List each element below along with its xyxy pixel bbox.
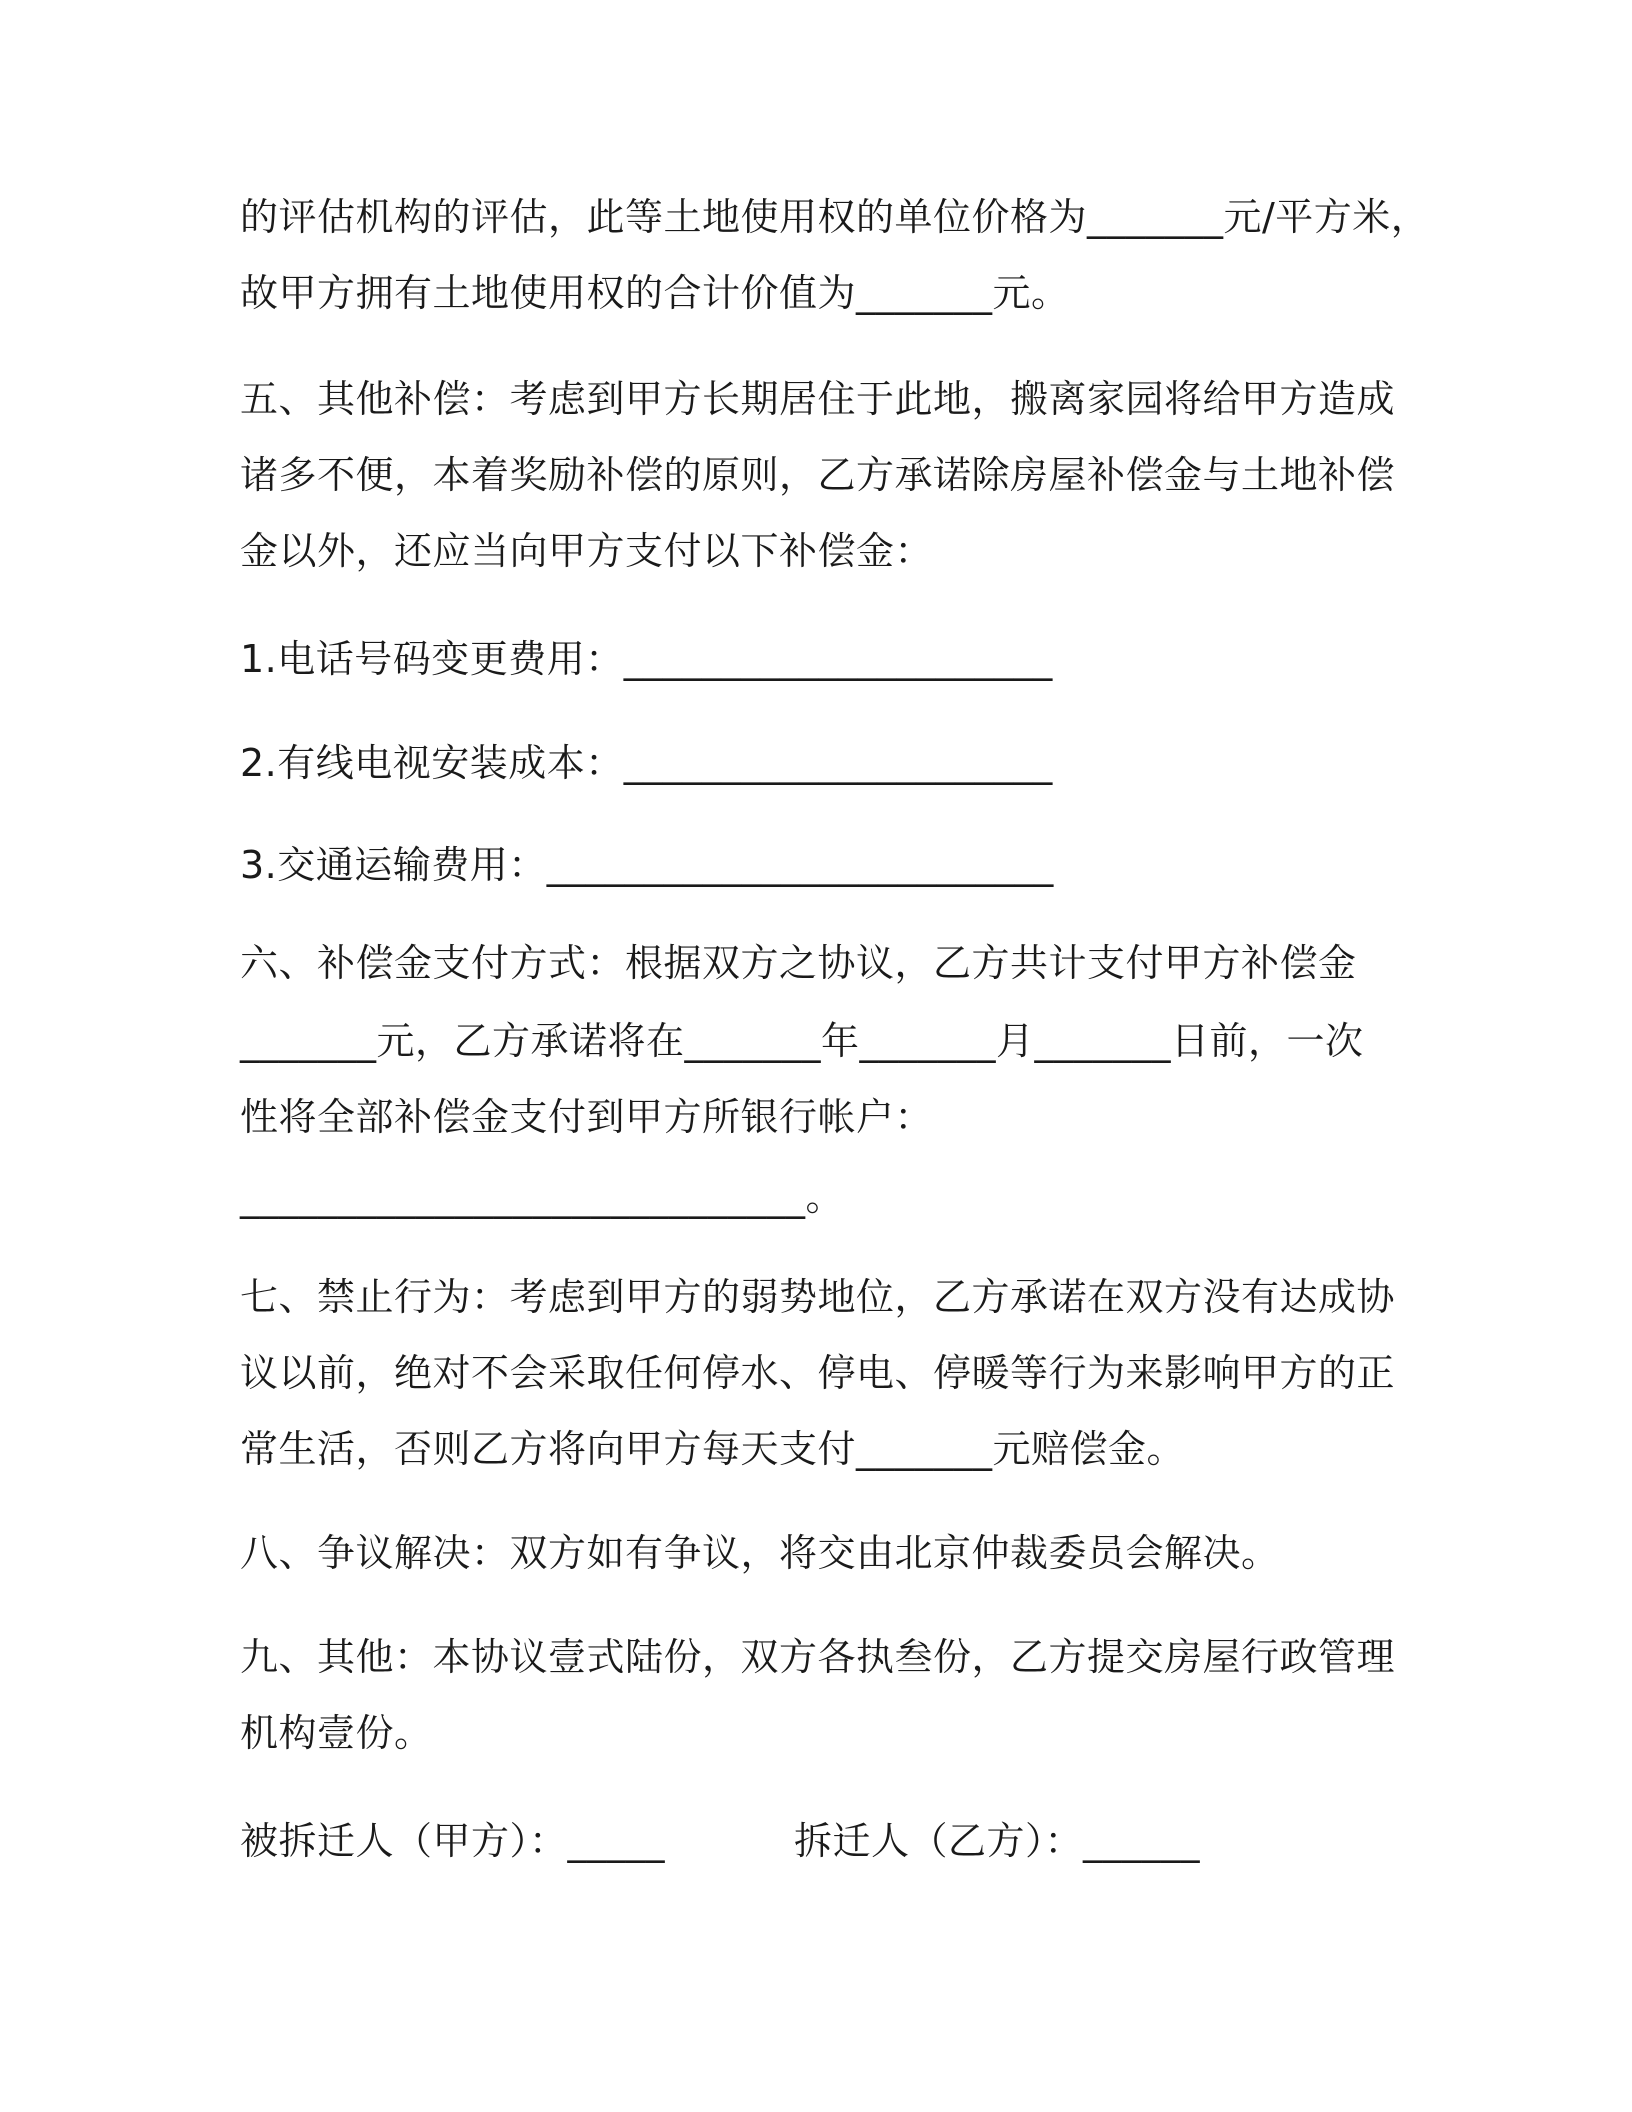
section-8-line: 八、争议解决：双方如有争议，将交由北京仲裁委员会解决。: [240, 1531, 1280, 1575]
section-6-line-2: _______元，乙方承诺将在_______年_______月_______日前，一次: [240, 1019, 1364, 1063]
section-6-line-1: 六、补偿金支付方式：根据双方之协议，乙方共计支付甲方补偿金: [240, 941, 1357, 985]
land-price-line-2: 故甲方拥有土地使用权的合计价值为_______元。: [240, 271, 1070, 315]
section-5-line-1: 五、其他补偿：考虑到甲方长期居住于此地，搬离家园将给甲方造成: [240, 377, 1396, 421]
item-2-line: 2.有线电视安装成本：______________________: [240, 741, 1053, 785]
section-5-line-3: 金以外，还应当向甲方支付以下补偿金：: [240, 529, 934, 573]
section-5-line-2: 诸多不便，本着奖励补偿的原则，乙方承诺除房屋补偿金与土地补偿: [240, 453, 1396, 497]
section-9-line-1: 九、其他：本协议壹式陆份，双方各执叁份，乙方提交房屋行政管理: [240, 1635, 1396, 1679]
section-6-line-3: 性将全部补偿金支付到甲方所银行帐户：: [240, 1095, 934, 1139]
signature-party-a: 被拆迁人（甲方）：_____: [240, 1819, 666, 1863]
section-7-line-1: 七、禁止行为：考虑到甲方的弱势地位，乙方承诺在双方没有达成协: [240, 1275, 1396, 1319]
item-3-line: 3.交通运输费用：__________________________: [240, 843, 1054, 887]
section-7-line-2: 议以前，绝对不会采取任何停水、停电、停暖等行为来影响甲方的正: [240, 1351, 1396, 1395]
signature-party-b: 拆迁人（乙方）：______: [794, 1819, 1201, 1863]
section-7-line-3: 常生活，否则乙方将向甲方每天支付_______元赔偿金。: [240, 1427, 1186, 1471]
document-page: [240, 0, 1430, 2112]
item-1-line: 1.电话号码变更费用：______________________: [240, 637, 1053, 681]
section-9-line-2: 机构壹份。: [240, 1711, 433, 1755]
section-6-line-4: _____________________________。: [240, 1175, 845, 1219]
land-price-line-1: 的评估机构的评估，此等土地使用权的单位价格为_______元/平方米，: [240, 195, 1430, 239]
